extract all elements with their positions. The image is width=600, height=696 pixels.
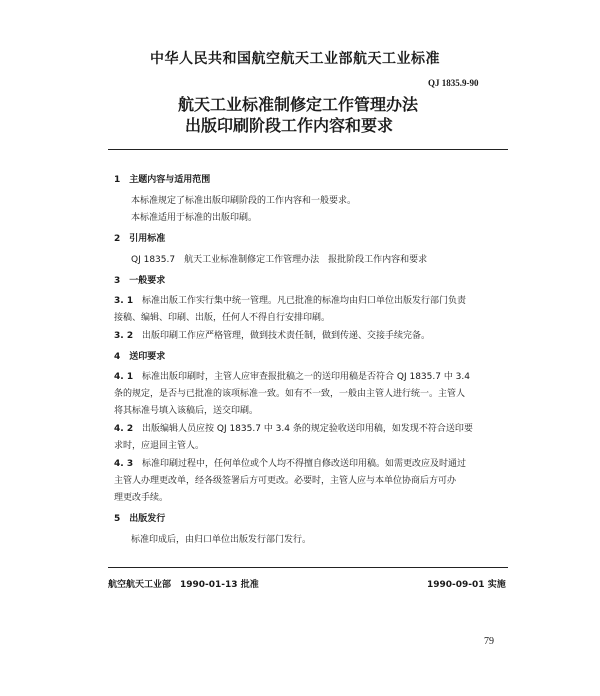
clause-3-1-number: 3. 1 (114, 296, 134, 306)
top-rule (108, 149, 508, 150)
clause-4-1-text: 标准出版印刷时，主管人应审查报批稿之一的送印用稿是否符合 QJ 1835.7 中 3.4 (142, 372, 470, 382)
section-1-para-1: 本标准规定了标准出版印刷阶段的工作内容和一般要求。 (131, 196, 357, 206)
page-number: 79 (484, 636, 494, 647)
clause-4-3-text: 标准印刷过程中，任何单位或个人均不得擅自修改送印用稿。如需更改应及时通过 (142, 459, 467, 469)
clause-4-3-number: 4. 3 (114, 459, 134, 469)
section-5-para-1: 标准印成后，由归口单位出版发行部门发行。 (131, 535, 312, 545)
implementation-date: 1990-09-01 实施 (427, 580, 506, 590)
clause-3-2-line-1 (114, 328, 430, 341)
clause-3-2-number: 3. 2 (114, 331, 134, 341)
clause-3-1-line-2: 接稿、编辑、印刷、出版，任何人不得自行安排印刷。 (114, 313, 331, 323)
clause-4-2-text: 出版编辑人员应按 QJ 1835.7 中 3.4 条的规定验收送印用稿，如发现不符合送印要 (142, 424, 473, 434)
clause-3-1-text: 标准出版工作实行集中统一管理。凡已批准的标准均由归口单位出版发行部门负责 (142, 296, 467, 306)
document-header: 中华人民共和国航空航天工业部航天工业标准 (150, 51, 440, 67)
clause-3-1-line-1 (114, 293, 466, 306)
clause-4-1-line-3: 将其标准号填入该稿后，送交印刷。 (114, 406, 259, 416)
clause-4-3-line-3: 理更改手续。 (114, 493, 169, 503)
section-2-heading: 2 引用标准 (114, 234, 166, 244)
section-3-heading: 3 一般要求 (114, 276, 166, 286)
clause-4-2-number: 4. 2 (114, 424, 134, 434)
standard-number: QJ 1835.9-90 (428, 78, 479, 88)
section-5-heading: 5 出版发行 (114, 514, 166, 524)
title-line-2: 出版印刷阶段工作内容和要求 (185, 116, 394, 135)
clause-4-3-line-2: 主管人办理更改单，经各级签署后方可更改。必要时，主管人应与本单位协商后方可办 (114, 476, 457, 486)
clause-4-3-line-1 (114, 456, 466, 469)
clause-4-1-line-2: 条的规定，是否与已批准的该项标准一致。如有不一致，一般由主管人进行统一。主管人 (114, 389, 466, 399)
approval-date: 航空航天工业部 1990-01-13 批准 (108, 580, 259, 590)
clause-4-1-line-1 (114, 369, 470, 382)
section-2-para-1: QJ 1835.7 航天工业标准制修定工作管理办法 报批阶段工作内容和要求 (131, 255, 428, 265)
bottom-rule (108, 567, 508, 568)
clause-4-2-line-2: 求时，应退回主管人。 (114, 441, 205, 451)
clause-3-2-text: 出版印刷工作应严格管理，做到技术责任制，做到传递、交接手续完备。 (142, 331, 431, 341)
section-1-para-2: 本标准适用于标准的出版印刷。 (131, 213, 258, 223)
section-1-heading: 1 主题内容与适用范围 (114, 175, 211, 185)
clause-4-2-line-1 (114, 421, 473, 434)
clause-4-1-number: 4. 1 (114, 372, 134, 382)
title-line-1: 航天工业标准制修定工作管理办法 (178, 95, 419, 114)
section-4-heading: 4 送印要求 (114, 352, 166, 362)
